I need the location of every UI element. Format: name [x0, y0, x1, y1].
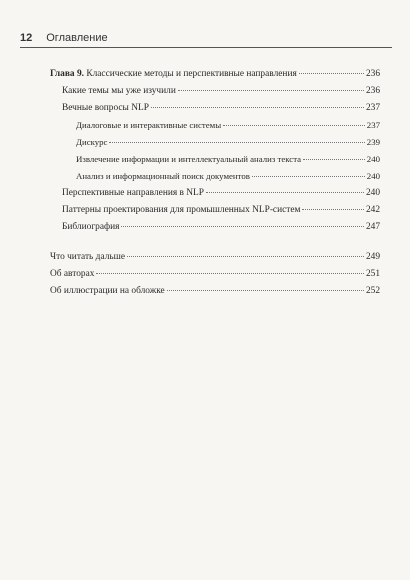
toc-entry[interactable] [50, 185, 380, 202]
toc-entry-title: Какие темы мы уже изучили [62, 86, 176, 96]
toc-entry-page: 240 [365, 188, 380, 198]
toc-entry[interactable] [50, 117, 380, 134]
toc-entry-page: 247 [365, 222, 380, 232]
toc-entry[interactable] [50, 219, 380, 236]
leader-dots [96, 273, 364, 274]
leader-dots [302, 209, 363, 210]
toc-entry[interactable] [50, 168, 380, 185]
toc-entry[interactable] [50, 249, 380, 266]
leader-dots [223, 125, 365, 126]
toc-entry-page: 237 [365, 103, 380, 113]
toc-entry-page: 236 [365, 86, 380, 96]
toc-entry-page: 236 [365, 69, 380, 79]
toc-entry[interactable] [50, 83, 380, 100]
toc-entry[interactable] [50, 134, 380, 151]
chapter-items [50, 83, 380, 236]
leader-dots [303, 159, 365, 160]
toc-entry-title: Дискурс [76, 137, 108, 147]
header-rule [20, 47, 392, 48]
leader-dots [252, 176, 365, 177]
page-number: 12 [20, 32, 33, 44]
leader-dots [127, 256, 364, 257]
back-matter [50, 249, 380, 300]
toc-entry-title: Об иллюстрации на обложке [50, 286, 165, 296]
toc-entry-page: 242 [365, 205, 380, 215]
toc-entry[interactable] [50, 202, 380, 219]
leader-dots [299, 73, 364, 74]
header-title: Оглавление [46, 32, 108, 44]
toc-entry-page: 240 [366, 171, 380, 181]
chapter-label: Глава 9. [50, 69, 84, 79]
toc-entry-page: 240 [366, 154, 380, 164]
toc-entry-title: Об авторах [50, 269, 95, 279]
toc-entry-title: Вечные вопросы NLP [62, 103, 149, 113]
chapter-title: Классические методы и перспективные направления [83, 69, 297, 79]
leader-dots [206, 192, 364, 193]
toc-entry-page: 249 [365, 252, 380, 262]
toc-entry-title: Диалоговые и интерактивные системы [76, 120, 222, 130]
toc-entry-page: 251 [365, 269, 380, 279]
leader-dots [109, 142, 364, 143]
section-gap [50, 236, 380, 249]
toc-entry[interactable] [50, 151, 380, 168]
leader-dots [151, 107, 364, 108]
table-of-contents [50, 66, 380, 300]
toc-entry-title: Библиография [62, 222, 120, 232]
toc-entry-page: 237 [366, 120, 380, 130]
toc-entry-title [50, 66, 297, 83]
toc-entry-title: Паттерны проектирования для промышленных NLP-систем [62, 205, 301, 215]
toc-entry[interactable] [50, 266, 380, 283]
toc-entry-page: 239 [366, 137, 380, 147]
leader-dots [121, 226, 364, 227]
toc-entry-title: Что читать дальше [50, 252, 126, 262]
toc-entry[interactable] [50, 283, 380, 300]
running-header [20, 30, 392, 46]
toc-entry-title: Перспективные направления в NLP [62, 188, 204, 198]
toc-entry-page: 252 [365, 286, 380, 296]
toc-entry[interactable] [50, 100, 380, 117]
toc-entry-title: Анализ и информационный поиск документов [76, 171, 250, 181]
leader-dots [178, 90, 364, 91]
leader-dots [167, 290, 364, 291]
toc-chapter-9[interactable] [50, 66, 380, 83]
toc-entry-title: Извлечение информации и интеллектуальный анализ текста [76, 154, 302, 164]
